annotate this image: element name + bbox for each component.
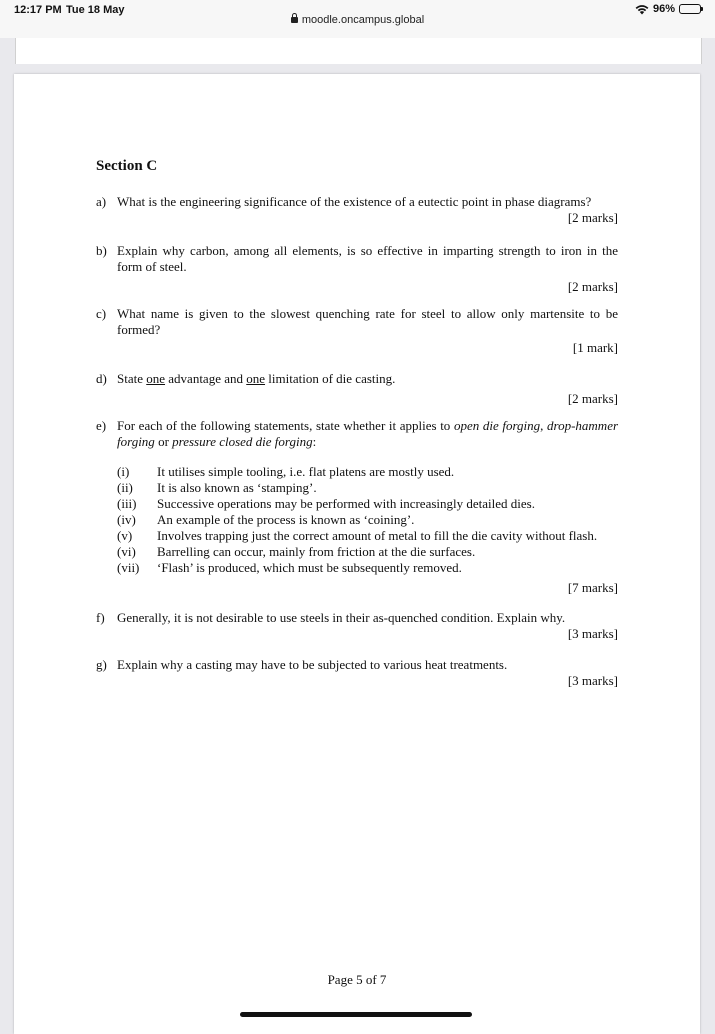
list-item: (i) It utilises simple tooling, i.e. flat platens are mostly used. — [117, 464, 455, 479]
question-b — [96, 243, 618, 295]
question-text: Explain why a casting may have to be subjected to various heat treatments. — [117, 657, 508, 672]
question-marks: [1 mark] — [572, 340, 618, 355]
question-marks: [7 marks] — [567, 580, 618, 595]
question-c — [96, 306, 618, 356]
question-g — [96, 657, 618, 689]
list-item: (v) Involves trapping just the correct amount of metal to fill the die cavity without flash. — [117, 528, 598, 543]
url-bar[interactable] — [0, 14, 715, 26]
question-letter: a) — [96, 194, 107, 209]
question-a — [96, 194, 618, 226]
question-letter: e) — [96, 418, 107, 433]
question-text: Generally, it is not desirable to use steels in their as-quenched condition. Explain why. — [117, 610, 566, 625]
question-marks: [3 marks] — [567, 626, 618, 641]
status-date: Tue 18 May — [66, 4, 125, 16]
url-text: moodle.oncampus.global — [301, 14, 425, 26]
question-marks: [2 marks] — [567, 391, 618, 406]
question-marks: [2 marks] — [567, 279, 618, 294]
list-item: (ii) It is also known as ‘stamping’. — [117, 480, 317, 495]
question-e — [96, 418, 618, 596]
home-indicator[interactable] — [240, 1012, 472, 1017]
list-item: (iv) An example of the process is known as ‘coining’. — [117, 512, 415, 527]
section-title: Section C — [96, 158, 158, 174]
question-letter: d) — [96, 371, 107, 386]
question-text: Explain why carbon, among all elements, is so effective in imparting strength to iron in the form of steel. — [117, 243, 618, 274]
list-item: (iii) Successive operations may be performed with increasingly detailed dies. — [117, 496, 535, 511]
question-letter: c) — [96, 306, 107, 321]
question-marks: [3 marks] — [567, 673, 618, 688]
list-item: (vi) Barrelling can occur, mainly from friction at the die surfaces. — [117, 544, 476, 559]
battery-icon — [679, 4, 701, 14]
question-text: For each of the following statements, state whether it applies to open die forging, drop-hammer forging or pressure closed die forging: — [117, 418, 619, 449]
previous-page-edge — [15, 38, 702, 64]
question-letter: f) — [96, 610, 105, 625]
battery-percent: 96% — [652, 3, 675, 15]
underlined-word: one — [246, 371, 266, 386]
status-time: 12:17 PM — [14, 4, 62, 16]
question-text: What name is given to the slowest quenching rate for steel to allow only martensite to be formed? — [117, 306, 618, 337]
page-number: Page 5 of 7 — [327, 972, 387, 987]
question-d — [96, 371, 618, 407]
statement-list — [117, 464, 618, 576]
list-item: (vii) ‘Flash’ is produced, which must be subsequently removed. — [117, 560, 462, 575]
document-page — [14, 74, 700, 1034]
lock-icon — [291, 17, 298, 23]
question-text: What is the engineering significance of the existence of a eutectic point in phase diagrams? — [117, 194, 592, 209]
question-f — [96, 610, 618, 642]
question-letter: g) — [96, 657, 107, 672]
question-marks: [2 marks] — [567, 210, 618, 225]
question-letter: b) — [96, 243, 107, 258]
status-bar — [0, 0, 715, 38]
question-text: State one advantage and one limitation of die casting. — [117, 371, 396, 386]
underlined-word: one — [146, 371, 166, 386]
